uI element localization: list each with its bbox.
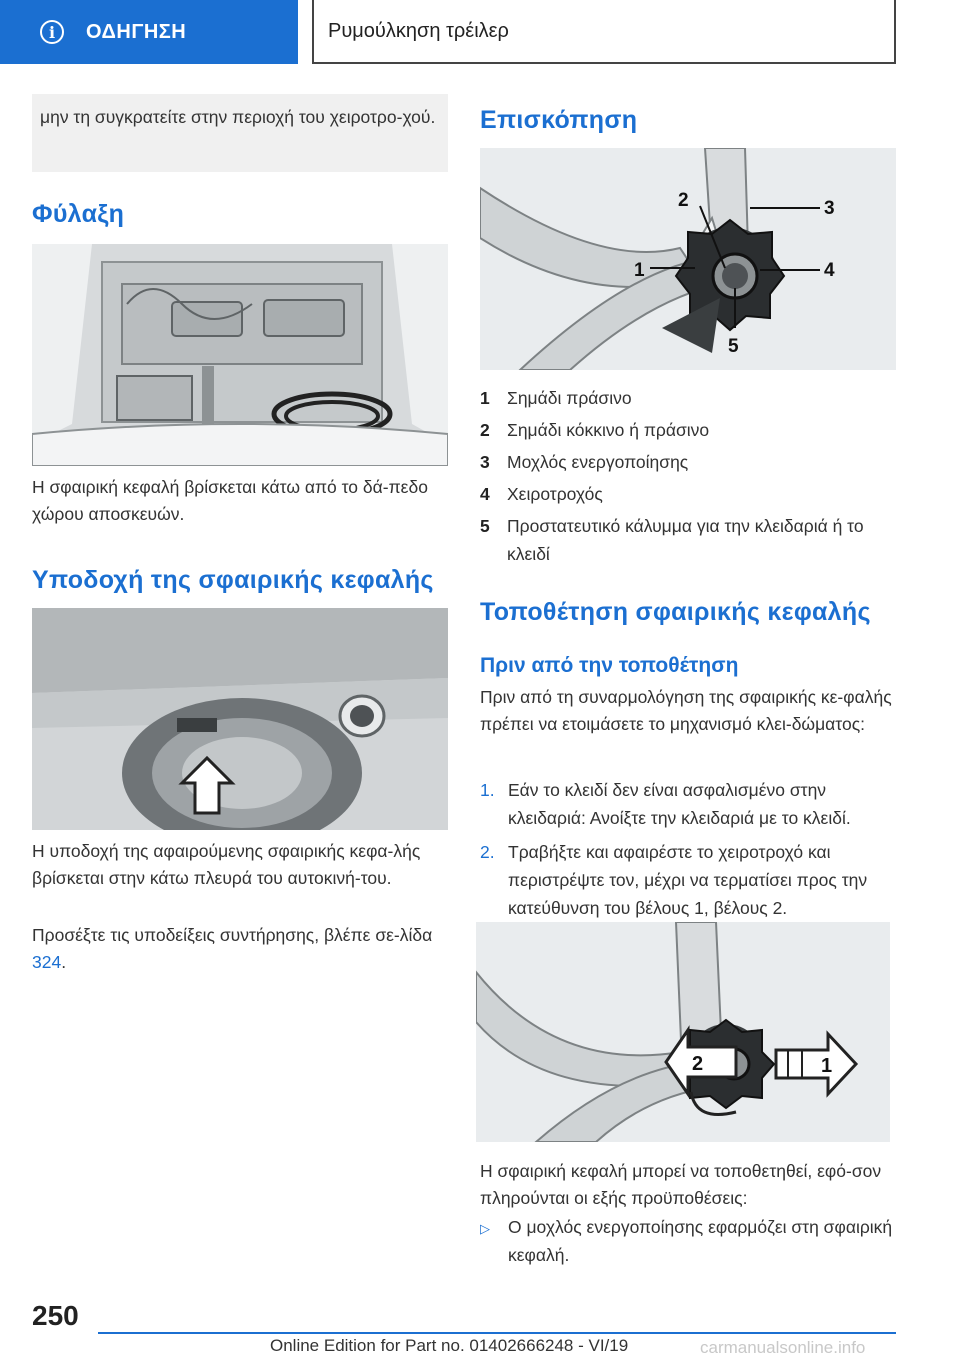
legend-item: 3 Μοχλός ενεργοποίησης: [480, 452, 689, 472]
arrow-label-1: 1: [821, 1055, 833, 1077]
callout-2: 2: [678, 190, 689, 211]
storage-heading: Φύλαξη: [32, 200, 125, 228]
legend-item: 2 Σημάδι κόκκινο ή πράσινο: [480, 420, 710, 440]
warning-note: μην τη συγκρατείτε στην περιοχή του χειροτρο-χού.: [32, 94, 448, 172]
watermark: carmanualsonline.info: [700, 1338, 866, 1357]
info-icon: i: [40, 20, 64, 44]
condition-text: Η σφαιρική κεφαλή μπορεί να τοποθετηθεί, εφό-σον πληρούνται οι εξής προϋποθέσεις:: [480, 1161, 882, 1208]
handwheel-diagram: [476, 922, 890, 1142]
overview-legend: [480, 382, 900, 568]
arrow-label-2: 2: [692, 1053, 704, 1075]
mounting-heading: Τοποθέτηση σφαιρικής κεφαλής: [480, 598, 871, 626]
section-label: ΟΔΗΓΗΣΗ: [86, 20, 187, 43]
legend-item: 5 Προστατευτικό κάλυμμα για την κλειδαριά ή το κλειδί: [480, 516, 864, 564]
legend-item: 1 Σημάδι πράσινο: [480, 388, 632, 408]
callout-5: 5: [728, 336, 739, 357]
receptacle-image: [32, 608, 448, 830]
callout-1: 1: [634, 260, 645, 281]
callout-3: 3: [824, 198, 835, 219]
edition-text: Online Edition for Part no. 01402666248 - VI/19: [270, 1336, 629, 1355]
page-number: 250: [32, 1300, 79, 1331]
triangle-bullet-icon: ▷: [480, 1221, 490, 1236]
overview-diagram: [480, 148, 896, 370]
list-item: ▷ Ο μοχλός ενεργοποίησης εφαρμόζει στη σφαιρική κεφαλή.: [480, 1213, 900, 1269]
receptacle-heading: Υποδοχή της σφαιρικής κεφαλής: [32, 566, 434, 594]
trunk-storage-image: [32, 244, 448, 466]
legend-item: 4 Χειροτροχός: [480, 484, 603, 504]
section-tab[interactable]: [0, 0, 298, 64]
step-list: [480, 776, 900, 928]
before-text: Πριν από τη συναρμολόγηση της σφαιρικής κε-φαλής πρέπει να ετοιμάσετε το μηχανισμό κλει-δώματος:: [480, 687, 892, 734]
chapter-title: Ρυμούλκηση τρέιλερ: [328, 19, 509, 42]
storage-text: Η σφαιρική κεφαλή βρίσκεται κάτω από το δά-πεδο χώρου αποσκευών.: [32, 477, 428, 524]
list-item: 2. Τραβήξτε και αφαιρέστε το χειροτροχό και περιστρέψτε τον, μέχρι να τερματίσει προς την κατεύθυνση του βέλους 1, βέλους 2.: [480, 842, 868, 918]
maintenance-text: Προσέξτε τις υποδείξεις συντήρησης, βλέπε σε-λίδα 324.: [32, 925, 433, 972]
list-item: 1. Εάν το κλειδί δεν είναι ασφαλισμένο στην κλειδαριά: Ανοίξτε την κλειδαριά με το κλειδί.: [480, 780, 851, 828]
callout-4: 4: [824, 260, 835, 281]
receptacle-text: Η υποδοχή της αφαιρούμενης σφαιρικής κεφα-λής βρίσκεται στην κάτω πλευρά του αυτοκινή-του.: [32, 841, 421, 888]
footer-divider: [98, 1332, 896, 1334]
before-heading: Πριν από την τοποθέτηση: [480, 654, 739, 677]
chapter-header: [312, 0, 896, 64]
page-link-324[interactable]: 324: [32, 952, 62, 972]
overview-heading: Επισκόπηση: [480, 106, 638, 134]
